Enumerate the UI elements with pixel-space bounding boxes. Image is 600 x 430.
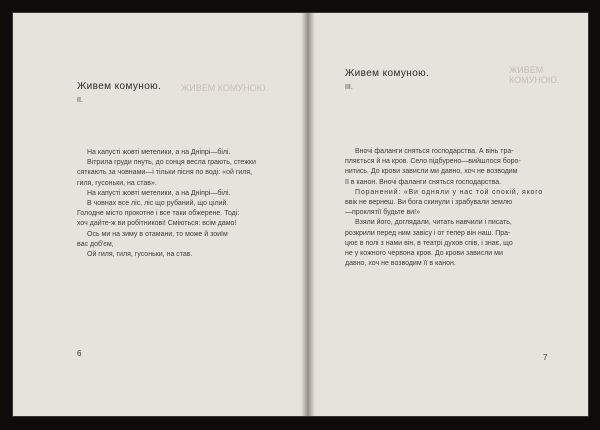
right-section-number: III. <box>345 84 353 91</box>
left-section-number: II. <box>77 97 83 104</box>
text-line: ввік не вернеш. Ви бога скинули і зрабували землю <box>345 199 513 207</box>
text-line: Ось ми на зиму в отамани, то може й зоиїм <box>87 230 228 238</box>
left-page-body <box>77 148 277 260</box>
text-line: Ой гиля, гиля, гусоньки, на став. <box>87 251 193 259</box>
text-line: її в канон. Вночі фаланги сняться господарства. <box>345 178 502 186</box>
text-line: Вночі фаланги сняться господарства. А вінь тра- <box>355 148 514 155</box>
text-line: розкрили перед ним завісу і от тепер він наш. Пра- <box>345 229 511 237</box>
text-line: давно, хоч не возводим її в канон. <box>345 260 456 268</box>
right-page-header: Живем комуною. <box>345 68 430 79</box>
text-line: не у кожного червона кров. До крови зависли ми <box>345 250 503 258</box>
text-line: нитись. До крови зависли ми давно, хоч не возводим <box>345 168 518 176</box>
right-page <box>315 13 588 416</box>
text-line: На капусті жовті метелики, а на Дніпрі—білі. <box>87 149 231 156</box>
text-line: Голодне місто прокотне і все таки обжерене. Тоді: <box>77 210 240 218</box>
text-line: Вітрила груди пнуть, до сонця весла грають, стежки <box>87 159 256 167</box>
text-line: вас доб'єм, <box>77 240 114 248</box>
text-line: гиля, гусоньки, на став». <box>77 179 157 187</box>
text-line: Поранений: «Ви одняли у нас той спокій, якого <box>355 188 544 196</box>
left-page-number: 6 <box>77 349 82 358</box>
text-line: В човнах все ліс, ліс що рубаний, що цілий. <box>87 200 229 208</box>
text-line: хоч дайте-ж ви робітникові! Сміються: всім дамо! <box>77 220 237 228</box>
bleed-through-text: ЖИВЕМ КОМУНОЮ. <box>509 65 560 85</box>
book-gutter <box>301 13 315 416</box>
book-spread <box>12 12 589 417</box>
text-line: Взяли його, доглядали, читать навчили і писать, <box>355 219 512 227</box>
left-page-header: Живем комуною. <box>77 81 162 92</box>
text-line: пляється й на кров. Село підбурено—вийшлося боро- <box>345 158 521 166</box>
bleed-through-text: ЖИВЕМ КОМУНОЮ. <box>181 83 269 93</box>
right-page-number: 7 <box>543 353 548 362</box>
right-page-body <box>345 147 555 269</box>
text-line: На капусті жовті метелики, а на Дніпрі—білі. <box>87 189 231 197</box>
text-line: сяткають за човнами—і тільки пісня по воді: «ой гиля, <box>77 169 253 177</box>
text-line: —проклятії будьте ви!» <box>345 209 420 217</box>
text-line: цює в полі з нами він, в театрі духов спів, і знає, що <box>345 239 513 247</box>
left-page <box>13 13 301 416</box>
